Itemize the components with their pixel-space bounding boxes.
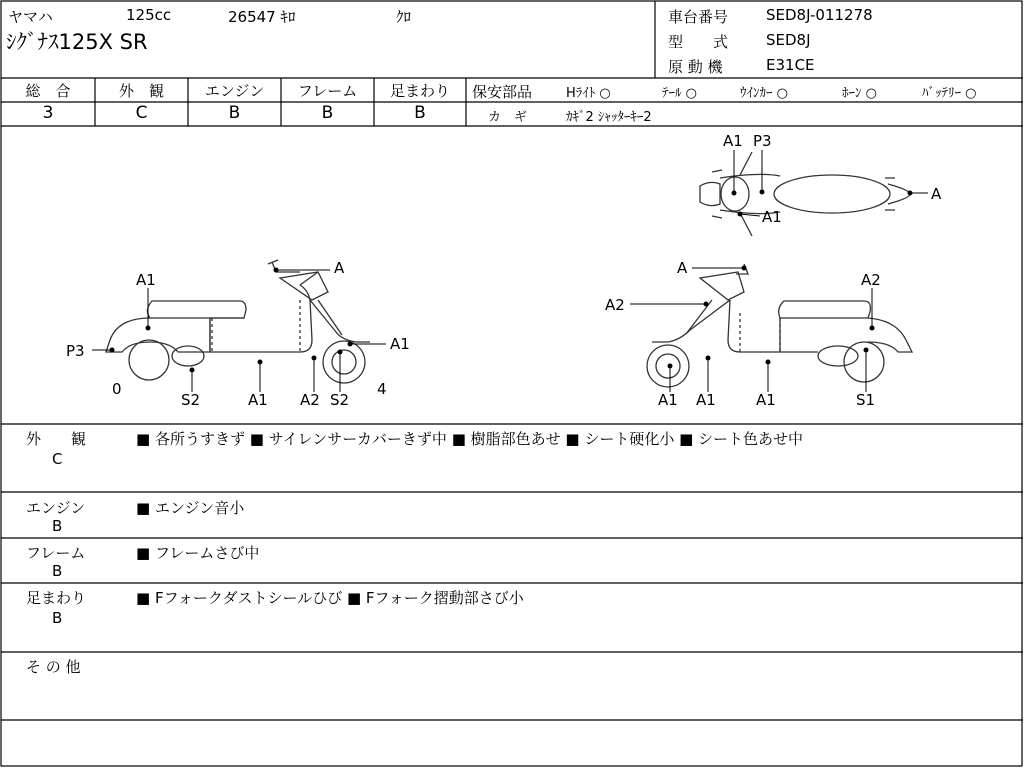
key-label: カ ギ bbox=[488, 110, 528, 125]
left-label-4: 4 bbox=[377, 380, 387, 398]
detail-label-exterior: 外 観 bbox=[26, 430, 87, 448]
detail-text-exterior: ■ 各所うすきず ■ サイレンサーカバーきず中 ■ 樹脂部色あせ ■ シート硬化小 ■ シート色あせ中 bbox=[136, 430, 804, 448]
detail-grade-engine: B bbox=[52, 517, 63, 535]
safety-item-tail: ﾃｰﾙ ○ bbox=[662, 86, 697, 101]
grade-label-total: 総 合 bbox=[25, 82, 71, 100]
left-label-a-handle: A bbox=[334, 259, 345, 277]
grade-value-total: 3 bbox=[42, 103, 54, 123]
maker: ヤマハ bbox=[8, 8, 53, 26]
grade-label-frame: フレーム bbox=[297, 82, 358, 100]
left-label-p3: P3 bbox=[66, 342, 85, 360]
left-label-s2-front: S2 bbox=[330, 391, 350, 409]
left-label-0: 0 bbox=[112, 380, 122, 398]
grade-value-frame: B bbox=[321, 103, 334, 123]
detail-text-suspension: ■ Fフォークダストシールひび ■ Fフォーク摺動部さび小 bbox=[136, 589, 524, 607]
mileage: 26547 ｷﾛ bbox=[228, 8, 296, 26]
type-label: 型 式 bbox=[668, 33, 729, 51]
top-label-a: A bbox=[931, 185, 942, 203]
grade-value-suspension: B bbox=[414, 103, 426, 123]
right-label-s1: S1 bbox=[856, 391, 876, 409]
top-label-a1: A1 bbox=[723, 132, 743, 150]
grade-label-suspension: 足まわり bbox=[389, 82, 450, 100]
scooter-top-view bbox=[700, 152, 910, 236]
right-label-a1-leg: A1 bbox=[696, 391, 716, 409]
left-label-a1-seat: A1 bbox=[136, 271, 156, 289]
engine-label: 原 動 機 bbox=[668, 58, 723, 76]
model-name: ｼｸﾞﾅｽ125X SR bbox=[6, 30, 148, 54]
top-label-a1-lower: A1 bbox=[762, 208, 782, 226]
left-label-a1-front: A1 bbox=[390, 335, 410, 353]
safety-item-winker: ｳｲﾝｶｰ ○ bbox=[740, 86, 788, 101]
detail-grade-exterior: C bbox=[52, 450, 63, 468]
safety-item-headlight: Hﾗｲﾄ ○ bbox=[566, 86, 611, 101]
detail-label-other: そ の 他 bbox=[26, 658, 81, 676]
detail-text-engine: ■ エンジン音小 bbox=[136, 499, 245, 517]
detail-label-frame: フレーム bbox=[26, 544, 86, 562]
type-value: SED8J bbox=[766, 31, 811, 49]
frame-label: 車台番号 bbox=[668, 8, 729, 26]
left-label-a2: A2 bbox=[300, 391, 320, 409]
detail-grade-frame: B bbox=[52, 562, 63, 580]
safety-label: 保安部品 bbox=[472, 83, 533, 101]
grade-value-exterior: C bbox=[135, 103, 148, 123]
key-value: ｶｷﾞ2 ｼｬｯﾀｰｷｰ2 bbox=[566, 110, 652, 125]
safety-item-battery: ﾊﾞｯﾃﾘｰ ○ bbox=[922, 86, 977, 101]
color: ｸﾛ bbox=[396, 8, 412, 26]
right-label-a2-rear: A2 bbox=[861, 271, 881, 289]
grade-label-engine: エンジン bbox=[204, 82, 265, 100]
top-label-p3: P3 bbox=[753, 132, 772, 150]
grade-label-exterior: 外 観 bbox=[118, 82, 164, 100]
right-label-a1-floor: A1 bbox=[756, 391, 776, 409]
left-label-a1-floor: A1 bbox=[248, 391, 268, 409]
right-label-a-handle: A bbox=[677, 259, 688, 277]
right-label-a1-wheel: A1 bbox=[658, 391, 678, 409]
safety-item-horn: ﾎｰﾝ ○ bbox=[842, 86, 877, 101]
frame-value: SED8J-011278 bbox=[766, 6, 873, 24]
grade-value-engine: B bbox=[228, 103, 241, 123]
engine-value: E31CE bbox=[766, 56, 815, 74]
detail-label-engine: エンジン bbox=[26, 499, 86, 517]
detail-text-frame: ■ フレームさび中 bbox=[136, 544, 260, 562]
detail-label-suspension: 足まわり bbox=[26, 589, 87, 607]
right-label-a2-front: A2 bbox=[605, 296, 625, 314]
detail-grade-suspension: B bbox=[52, 609, 63, 627]
left-label-s2-rear: S2 bbox=[181, 391, 201, 409]
displacement: 125cc bbox=[126, 6, 172, 24]
